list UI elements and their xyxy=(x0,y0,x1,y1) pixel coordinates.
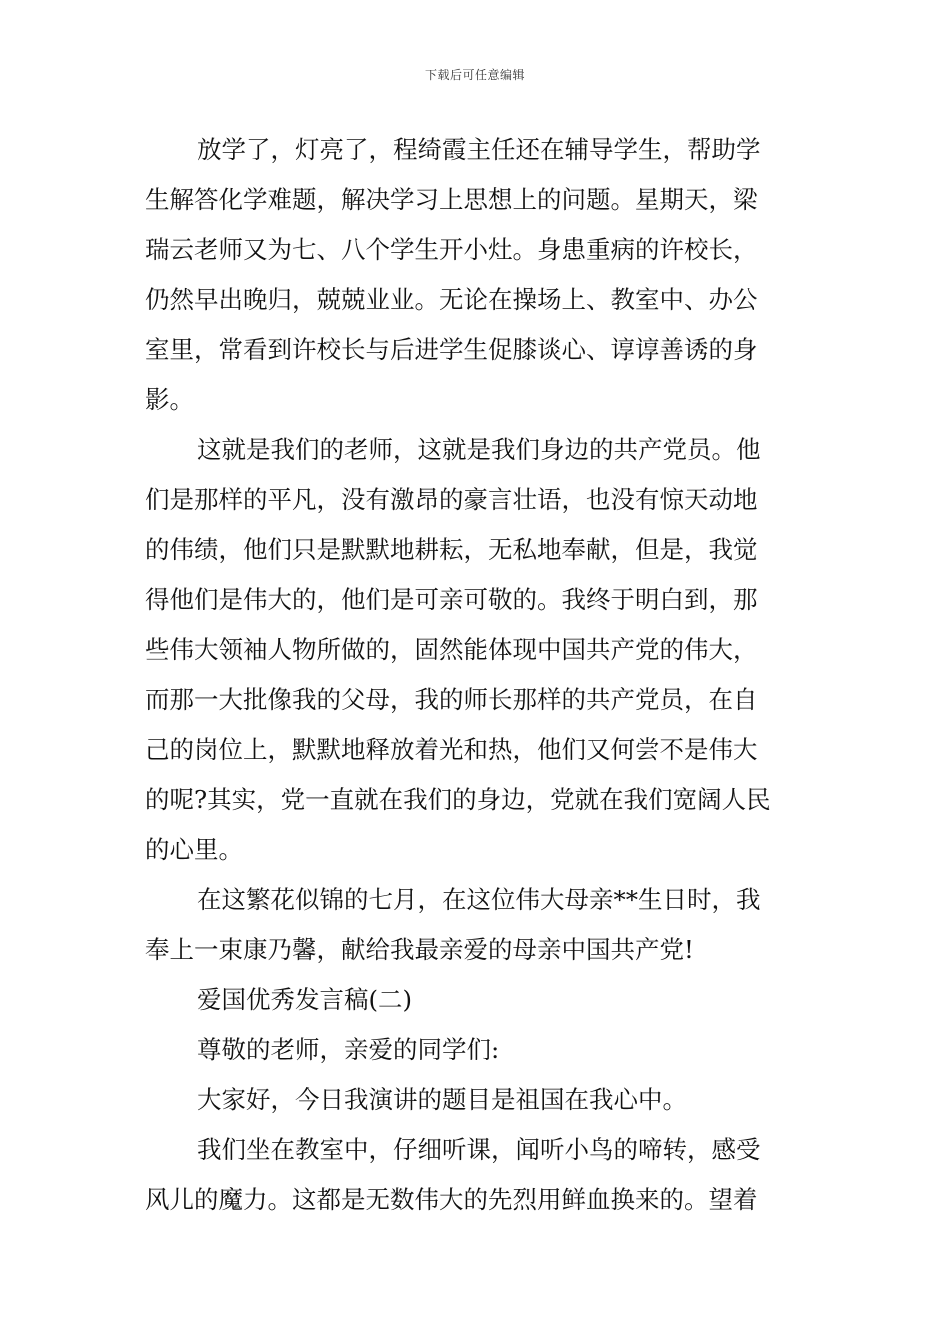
text-line: 我们坐在教室中，仔细听课，闻听小鸟的啼转，感受 xyxy=(197,1135,761,1164)
text-line: 的伟绩，他们只是默默地耕耘，无私地奉献，但是，我觉 xyxy=(145,535,758,564)
text-line: 室里，常看到许校长与后进学生促膝谈心、谆谆善诱的身 xyxy=(145,335,758,364)
text-line: 这就是我们的老师，这就是我们身边的共产党员。他 xyxy=(197,435,761,464)
text-line: 瑞云老师又为七、八个学生开小灶。身患重病的许校长， xyxy=(145,235,758,264)
text-line: 大家好，今日我演讲的题目是祖国在我心中。 xyxy=(197,1085,687,1114)
text-line: 们是那样的平凡，没有激昂的豪言壮语，也没有惊天动地 xyxy=(145,485,758,514)
text-line: 己的岗位上，默默地释放着光和热，他们又何尝不是伟大 xyxy=(145,735,758,764)
page-header: 下载后可任意编辑 xyxy=(424,68,525,82)
text-line: 而那一大批像我的父母，我的师长那样的共产党员，在自 xyxy=(145,685,758,714)
text-line: 放学了，灯亮了，程绮霞主任还在辅导学生，帮助学 xyxy=(197,135,761,164)
text-line: 得他们是伟大的，他们是可亲可敬的。我终于明白到，那 xyxy=(145,585,758,614)
section-title: 爱国优秀发言稿(二) xyxy=(197,985,413,1014)
text-line: 奉上一束康乃馨，献给我最亲爱的母亲中国共产党! xyxy=(145,935,694,964)
text-line: 在这繁花似锦的七月，在这位伟大母亲**生日时，我 xyxy=(197,885,761,914)
text-line: 仍然早出晚归，兢兢业业。无论在操场上、教室中、办公 xyxy=(145,285,758,314)
text-line: 生解答化学难题，解决学习上思想上的问题。星期天，梁 xyxy=(145,185,758,214)
text-line: 些伟大领袖人物所做的，固然能体现中国共产党的伟大， xyxy=(145,635,758,664)
text-line: 风儿的魔力。这都是无数伟大的先烈用鲜血换来的。望着 xyxy=(145,1185,758,1214)
text-line: 的呢?其实，党一直就在我们的身边，党就在我们宽阔人民 xyxy=(145,785,771,814)
text-line: 的心里。 xyxy=(145,835,243,864)
text-line: 影。 xyxy=(145,385,194,414)
text-line: 尊敬的老师，亲爱的同学们: xyxy=(197,1035,500,1064)
document-body xyxy=(145,125,807,1225)
